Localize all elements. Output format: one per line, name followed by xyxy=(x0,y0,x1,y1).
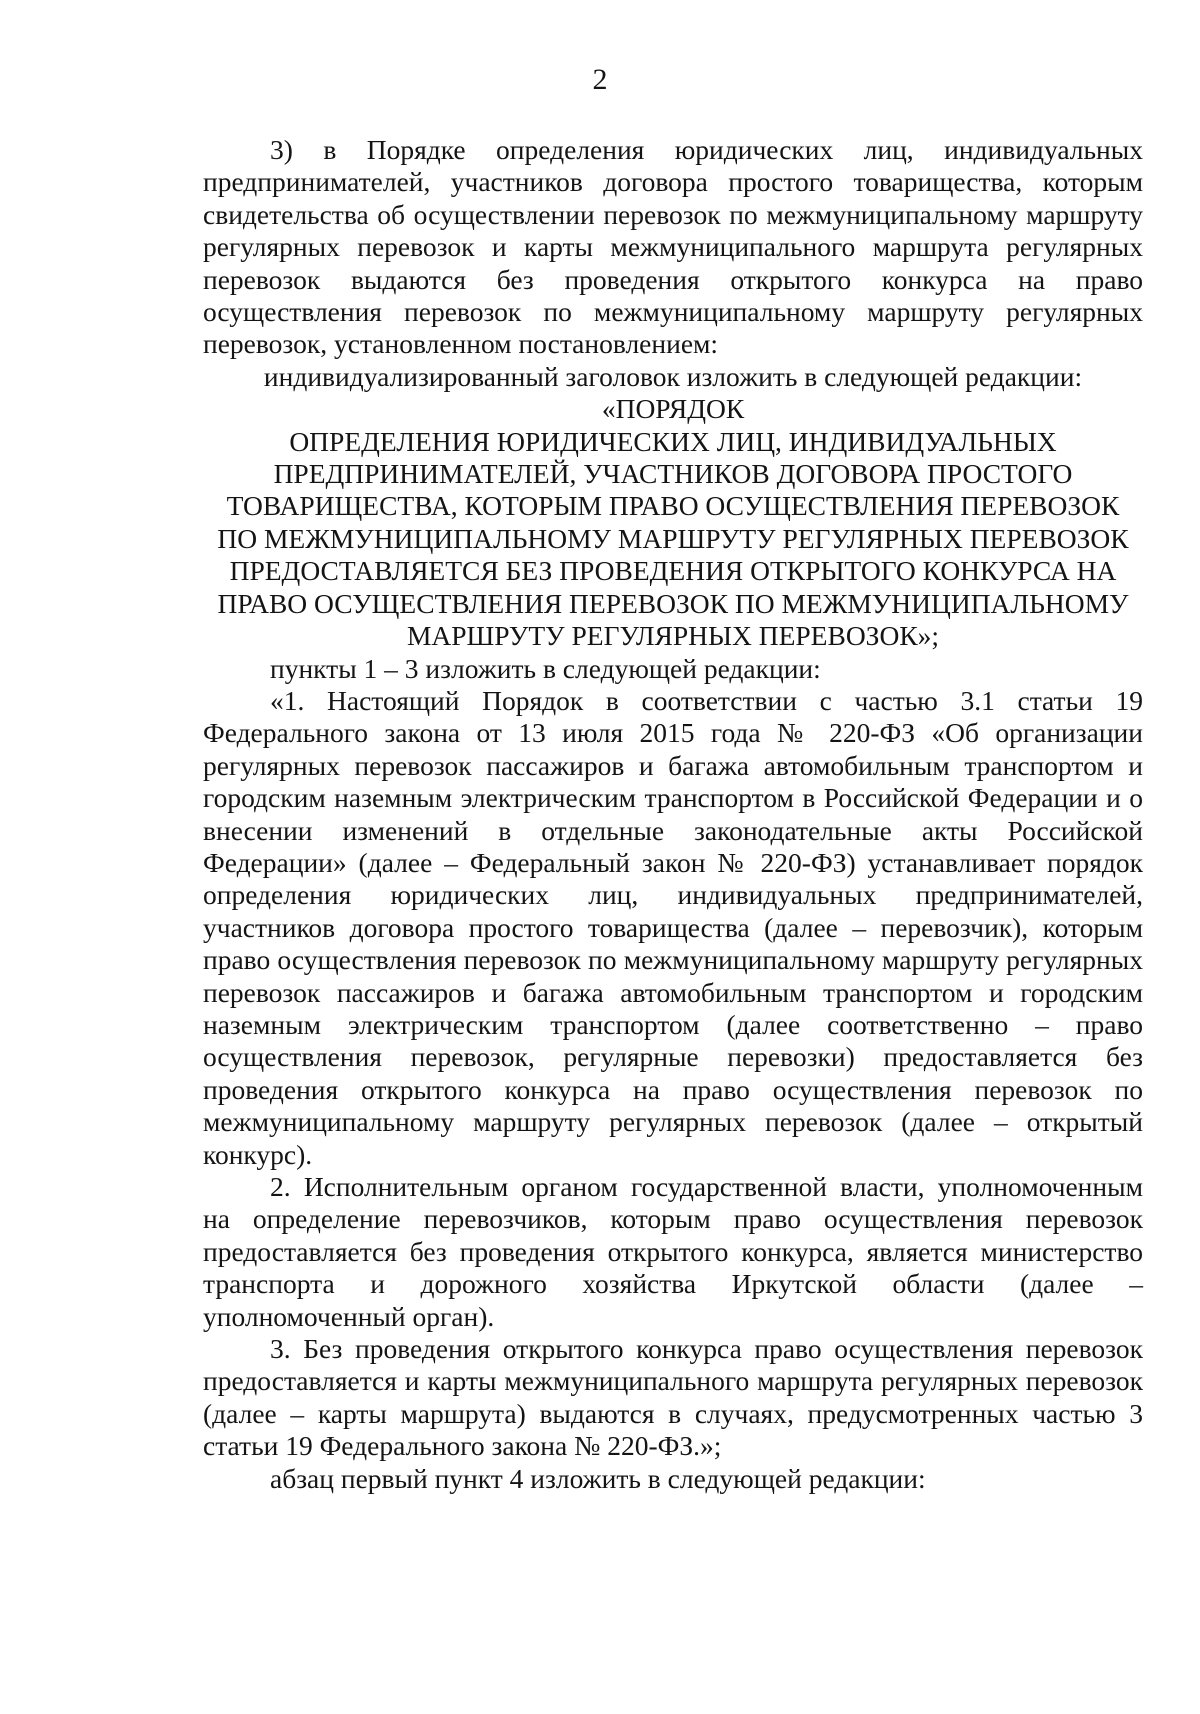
paragraph-points-instruction: пункты 1 – 3 изложить в следующей редакции: xyxy=(270,652,821,684)
heading-line: ПО МЕЖМУНИЦИПАЛЬНОМУ МАРШРУТУ РЕГУЛЯРНЫХ ПЕРЕВОЗОК xyxy=(217,522,1129,554)
heading-line: «ПОРЯДОК xyxy=(601,393,745,425)
paragraph-amendment-3: 3) в Порядке определения юридических лиц, индивидуальных предпринимателей, участников договора простого товарищества, которым свидетельства об осуществлении перевозок по межмуниципальному маршруту регулярных перевозок и карты межмуниципального маршрута регулярных перевозок выдаются без проведения открытого конкурса на право осуществления перевозок по межмуниципальному маршруту регулярных перевозок, установленном постановлением: xyxy=(203,134,1143,360)
page-number: 2 xyxy=(592,63,608,96)
document-body xyxy=(203,134,1143,1495)
paragraph-heading-instruction: индивидуализированный заголовок изложить в следующей редакции: xyxy=(263,360,1083,392)
paragraph-point-2: 2. Исполнительным органом государственной власти, уполномоченным на определение перевозчиков, которым право осуществления перевозок предоставляется без проведения открытого конкурса, является министерство транспорта и дорожного хозяйства Иркутской области (далее – уполномоченный орган). xyxy=(203,1171,1143,1332)
paragraph-point-1: «1. Настоящий Порядок в соответствии с частью 3.1 статьи 19 Федерального закона от 13 июля 2015 года № 220-ФЗ «Об организации регулярных перевозок пассажиров и багажа автомобильным транспортом и городским наземным электрическим транспортом в Российской Федерации и о внесении изменений в отдельные законодательные акты Российской Федерации» (далее – Федеральный закон № 220-ФЗ) устанавливает порядок определения юридических лиц, индивидуальных предпринимателей, участников договора простого товарищества (далее – перевозчик), которым право осуществления перевозок по межмуниципальному маршруту регулярных перевозок пассажиров и багажа автомобильным транспортом и городским наземным электрическим транспортом (далее соответственно – право осуществления перевозок, регулярные перевозки) предоставляется без проведения открытого конкурса на право осуществления перевозок по межмуниципальному маршруту регулярных перевозок (далее – открытый конкурс). xyxy=(203,684,1143,1170)
heading-line: ПРАВО ОСУЩЕСТВЛЕНИЯ ПЕРЕВОЗОК ПО МЕЖМУНИЦИПАЛЬНОМУ xyxy=(217,587,1129,619)
heading-line: ПРЕДОСТАВЛЯЕТСЯ БЕЗ ПРОВЕДЕНИЯ ОТКРЫТОГО КОНКУРСА НА xyxy=(229,555,1117,587)
heading-line: ОПРЕДЕЛЕНИЯ ЮРИДИЧЕСКИХ ЛИЦ, ИНДИВИДУАЛЬНЫХ xyxy=(289,425,1057,457)
paragraph-point-4-instruction: абзац первый пункт 4 изложить в следующей редакции: xyxy=(270,1462,926,1494)
heading-line: МАРШРУТУ РЕГУЛЯРНЫХ ПЕРЕВОЗОК»; xyxy=(406,620,940,652)
paragraph-point-3: 3. Без проведения открытого конкурса право осуществления перевозок предоставляется и карты межмуниципального маршрута регулярных перевозок (далее – карты маршрута) выдаются в случаях, предусмотренных частью 3 статьи 19 Федерального закона № 220-ФЗ.»; xyxy=(203,1333,1143,1462)
heading-line: ТОВАРИЩЕСТВА, КОТОРЫМ ПРАВО ОСУЩЕСТВЛЕНИЯ ПЕРЕВОЗОК xyxy=(226,490,1120,522)
order-title-heading xyxy=(183,393,1163,652)
heading-line: ПРЕДПРИНИМАТЕЛЕЙ, УЧАСТНИКОВ ДОГОВОРА ПРОСТОГО xyxy=(273,458,1073,490)
